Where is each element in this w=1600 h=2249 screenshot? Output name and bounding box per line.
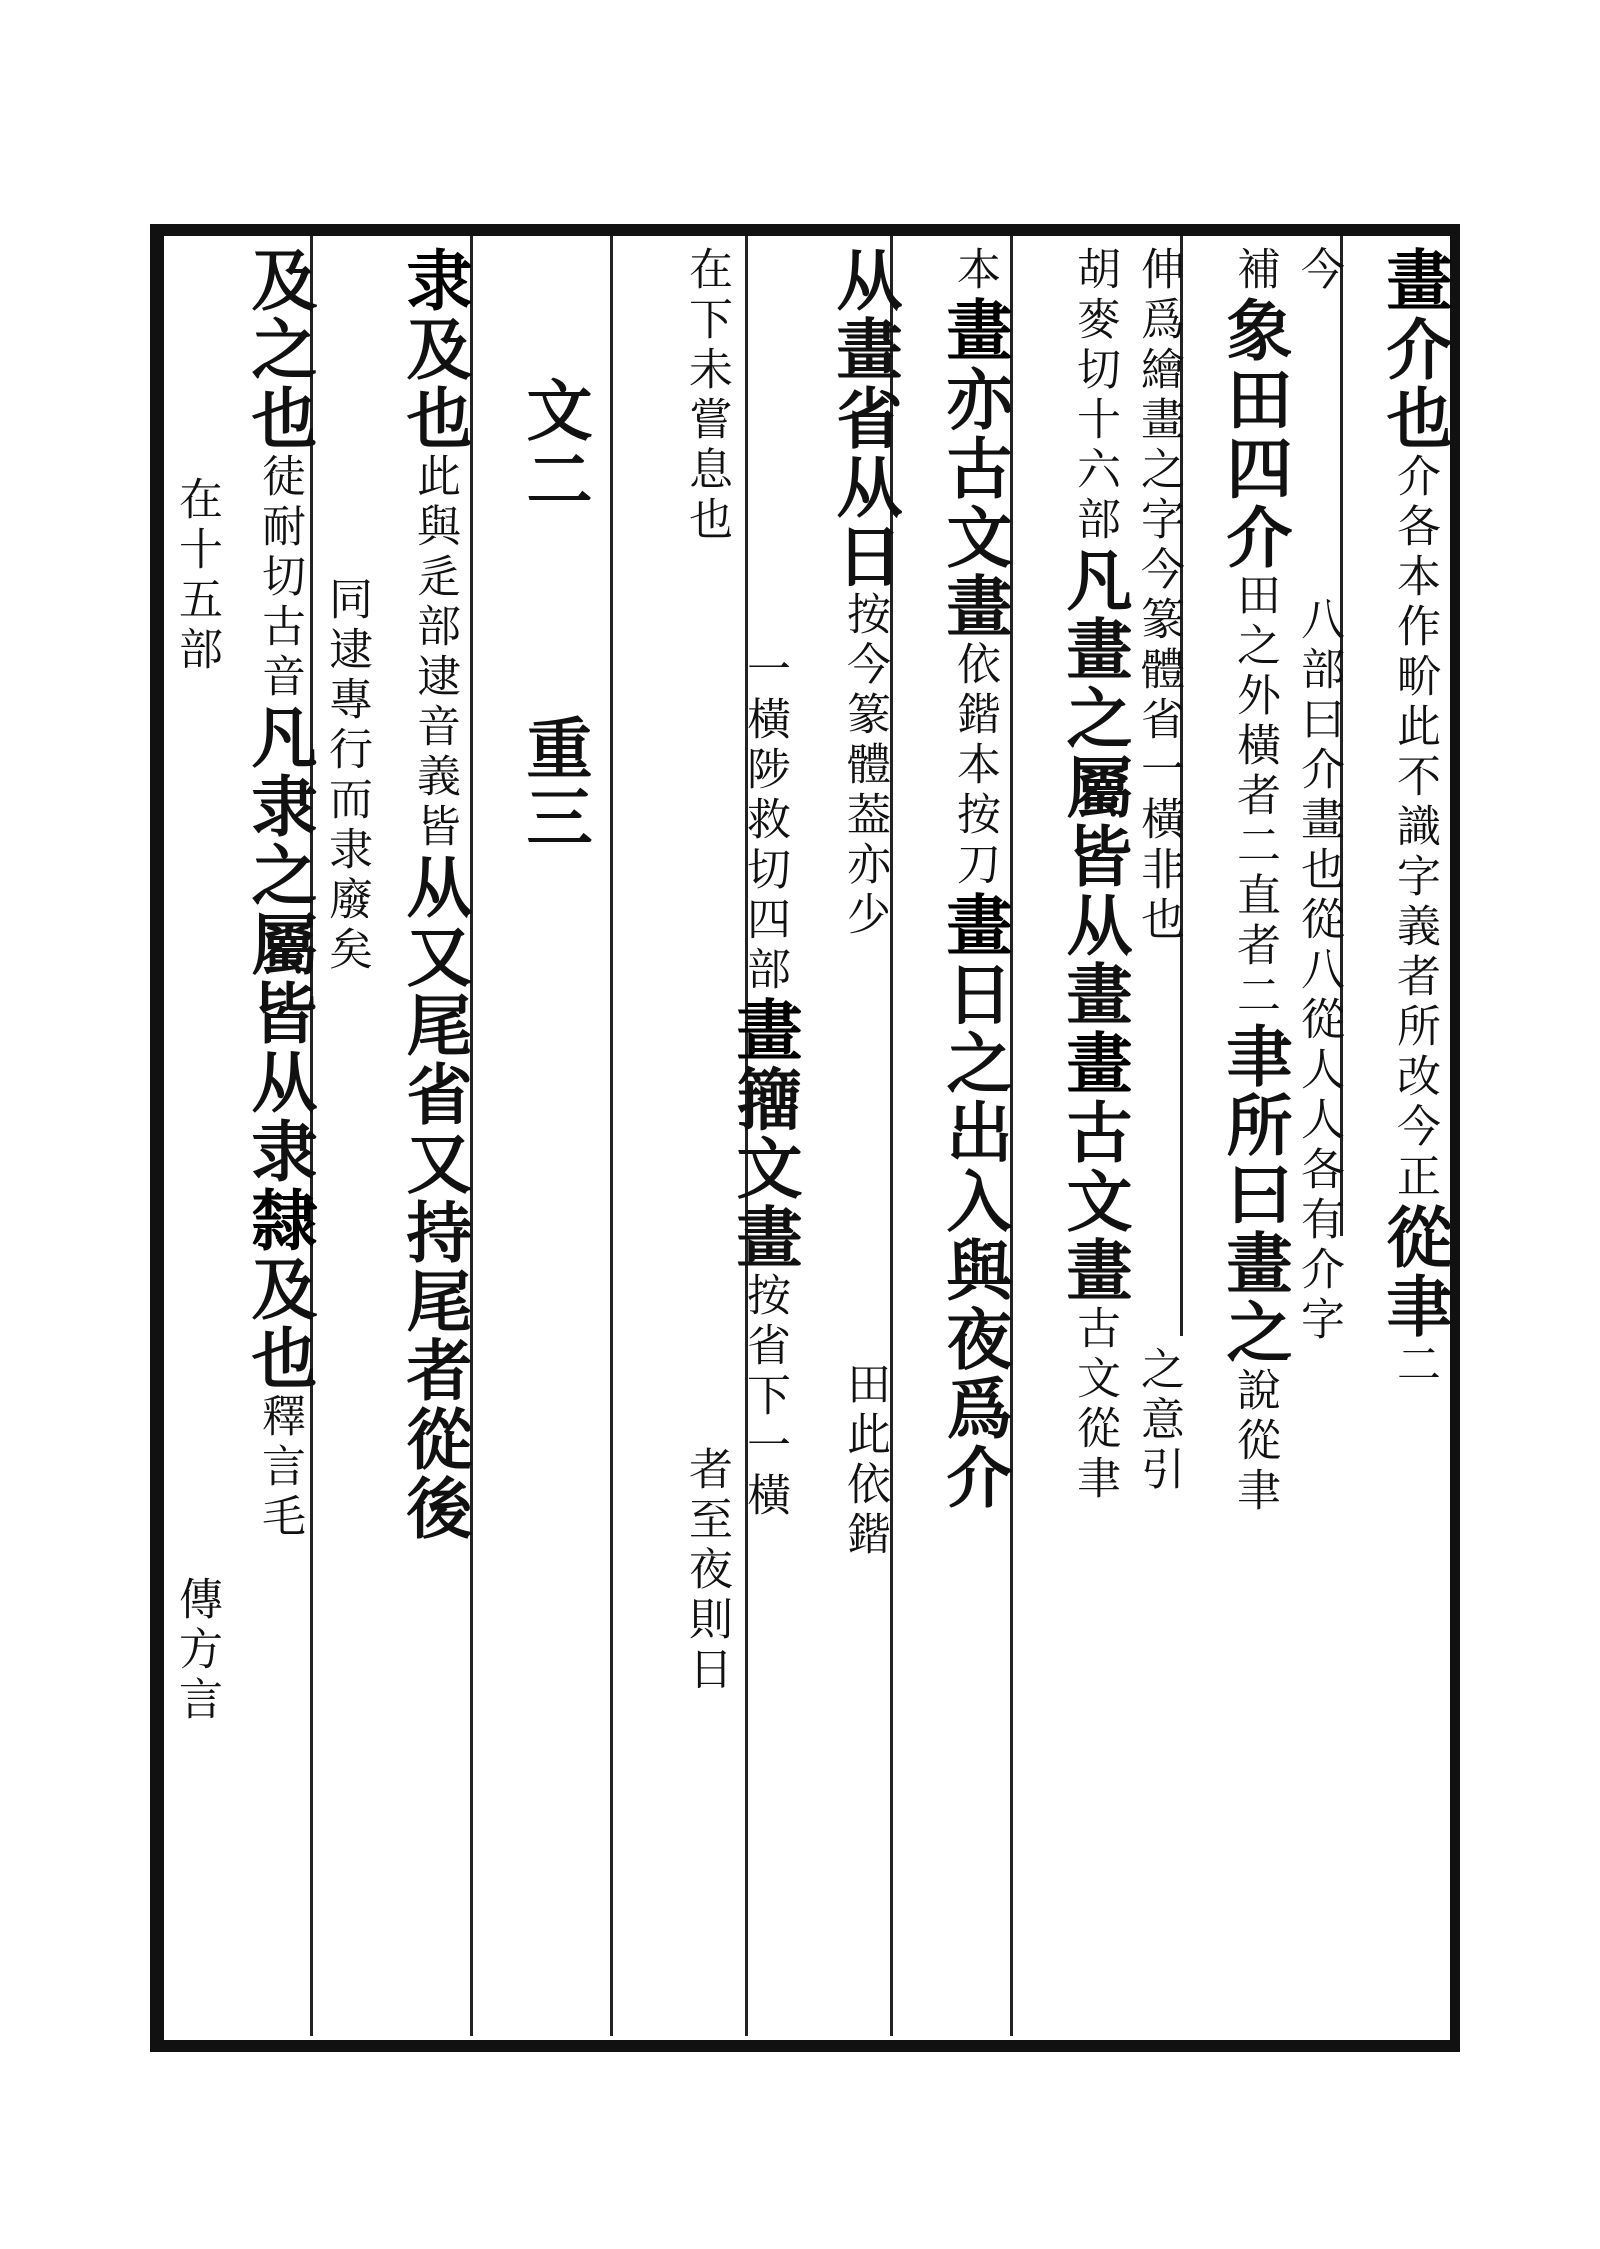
annotation: 依鍇本按刀 [949, 641, 1000, 891]
annotation: 今 [1293, 246, 1344, 296]
headword-text: 象田四介 [1215, 296, 1293, 572]
annotation: 者至夜則日 [681, 1446, 732, 1696]
text-column-8 [725, 246, 803, 2030]
seal-character: 畫 [1055, 1029, 1133, 1098]
annotation: 在十五部 [171, 476, 222, 676]
frame-right-border [1450, 224, 1460, 2052]
annotation: 今篆體省一橫非也 [1133, 546, 1184, 946]
headword-text: 及之也 [240, 246, 318, 453]
annotation: 古文從聿 [1069, 1305, 1120, 1505]
annotation: 之意引 [1133, 1346, 1184, 1496]
seal-character: 隶 [395, 246, 473, 315]
headword-definition: 及也 [240, 1255, 318, 1393]
annotation: 補 [1229, 246, 1280, 296]
character-count: 文二 [515, 376, 593, 514]
annotation: 伸爲繪畫之字 [1133, 246, 1184, 546]
seal-character: 畫 [1375, 246, 1453, 315]
frame-top-border [150, 224, 1460, 236]
annotation: 田此依鍇 [839, 1361, 890, 1561]
text-column-6 [900, 246, 1013, 2030]
annotation: 胡麥切十六部 [1069, 246, 1120, 546]
annotation: 釋言毛 [254, 1393, 305, 1543]
annotation: 此與辵部逮音義皆 [409, 453, 460, 853]
annotation: 介各本作畍此不識字義者所改今正 [1389, 453, 1440, 1203]
text-column-4 [1130, 246, 1182, 2030]
headword-text: 凡畫之屬皆从畫 [1055, 546, 1133, 1029]
annotation: 字 [1293, 1296, 1344, 1346]
text-column-5 [1020, 246, 1133, 2030]
frame-bottom-border [150, 2040, 1460, 2052]
annotation: 田之外橫者二直者二 [1229, 572, 1280, 1022]
seal-character: 畫 [935, 891, 1013, 960]
text-column-14 [168, 246, 220, 2030]
annotation: 同逮專行而隶廢矣 [321, 576, 372, 976]
text-column-11 [360, 246, 473, 2030]
annotation: 說從聿 [1229, 1367, 1280, 1517]
text-column-12 [318, 246, 370, 2030]
annotation: 嘗息也 [681, 396, 732, 546]
headword-text: 日之出入與夜爲介 [935, 960, 1013, 1512]
annotation: 傳方言 [171, 1576, 222, 1726]
text-column-7 [790, 246, 903, 2030]
seal-character: 畫 [935, 296, 1013, 365]
section-count-column [480, 246, 593, 2030]
headword-text: 从畫省从日 [825, 246, 903, 591]
headword-text: 從聿 [1375, 1203, 1453, 1341]
headword-text: 亦古文畫 [935, 365, 1013, 641]
annotation: 徒耐切古音 [254, 453, 305, 703]
headword-text: 凡隶之屬皆从隶 [240, 703, 318, 1186]
text-column-1 [1350, 246, 1453, 2030]
headword-text: 古文畫 [1055, 1098, 1133, 1305]
headword-text: 从又尾省又持尾者從後 [395, 853, 473, 1543]
frame-left-border [150, 224, 164, 2052]
headword-definition: 介也 [1375, 315, 1453, 453]
seal-character: 隸 [240, 1186, 318, 1255]
text-column-2 [1290, 246, 1342, 2030]
text-column-3 [1190, 246, 1293, 2030]
annotation: 本 [949, 246, 1000, 296]
seal-character: 畫 [725, 996, 803, 1065]
text-column-9 [620, 246, 730, 2030]
annotation: 按今篆體葢亦少 [839, 591, 890, 941]
duplicate-count: 重三 [515, 714, 593, 852]
annotation: 八部曰介畫也從八從人人各有介 [1293, 596, 1344, 1296]
headword-definition: 及也 [395, 315, 473, 453]
annotation: 在下未 [681, 246, 732, 396]
annotation: 按省下一橫 [739, 1272, 790, 1522]
annotation: 二 [1389, 1341, 1440, 1391]
column-rule [610, 236, 613, 2036]
annotation: 一橫陟救切四部 [739, 646, 790, 996]
headword-text: 聿所曰畫之 [1215, 1022, 1293, 1367]
text-column-13 [215, 246, 318, 2030]
headword-text: 籒文畫 [725, 1065, 803, 1272]
